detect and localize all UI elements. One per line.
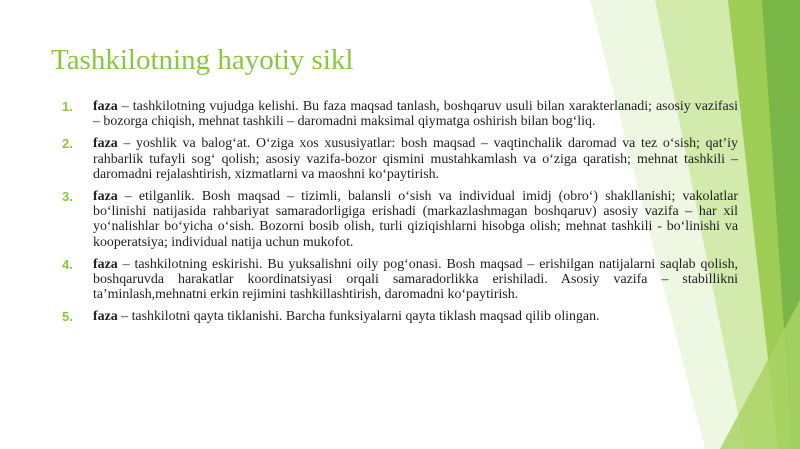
- list-item: [62, 309, 738, 324]
- list-item-text: – tashkilotning eskirishi. Bu yuksalishni oily pog‘onasi. Bosh maqsad – erishilgan natijalarni saqlab qolish, boshqaruvda harakatlar koordinatsiyasi orqali samaradorlikka erishiladi. Asosiy vazifa – stabillikni ta’minlash,mehnatni erkin rejimini tashkillashtirish, daromadni ko‘paytirish.: [93, 256, 738, 303]
- list-item-term: faza: [93, 256, 118, 272]
- list-item-term: faza: [93, 189, 118, 205]
- list-item-number: 1.: [62, 99, 73, 114]
- list-item-term: faza: [93, 136, 118, 152]
- list-item-term: faza: [93, 309, 118, 325]
- list-item-number: 5.: [62, 309, 73, 325]
- list-item-text: – tashkilotning vujudga kelishi. Bu faza maqsad tanlash, boshqaruv usuli bilan xarakterlanadi; asosiy vazifasi – bozorga chiqish, mehnat tashkili – daromadni maksimal qiymatga oshirish bilan bog‘liq.: [93, 99, 738, 130]
- phase-list: [62, 99, 738, 332]
- list-item: [62, 136, 738, 182]
- list-item-text: – tashkilotni qayta tiklanishi. Barcha funksiyalarni qayta tiklash maqsad qilib olingan.: [117, 309, 600, 325]
- list-item-number: 2.: [62, 136, 73, 152]
- slide-title: Tashkilotning hayotiy sikl: [51, 44, 354, 76]
- list-item: [62, 189, 738, 250]
- list-item: [62, 257, 738, 303]
- list-item: [62, 99, 738, 129]
- list-item-number: 3.: [62, 189, 73, 205]
- list-item-text: – yoshlik va balog‘at. O‘ziga xos xususiyatlar: bosh maqsad – vaqtinchalik daromad va tez o‘sish; qat’iy rahbarlik tufayli sog‘ qolish; asosiy vazifa-bozor qismini mustahkamlash va o‘ziga qaratish; mehnat tashkili – daromadni rejalashtirish, xizmatlarni va maoshni ko‘paytirish.: [93, 136, 738, 182]
- list-item-number: 4.: [62, 256, 73, 272]
- list-item-term: faza: [93, 99, 118, 114]
- list-item-text: – etilganlik. Bosh maqsad – tizimli, balansli o‘sish va individual imidj (obro‘) shakllanishi; vakolatlar bo‘linishi natijasida rahbariyat samaradorligiga erishadi (markazlashmagan boshqaruv) asosiy vazifa – har xil yo‘nalishlar bo‘yicha o‘sish. Bozorni bosib olish, turli qiziqishlarni hisobga olish; mehnat tashkili - bo‘linishi va kooperatsiya; individual natija uchun mukofot.: [93, 189, 738, 250]
